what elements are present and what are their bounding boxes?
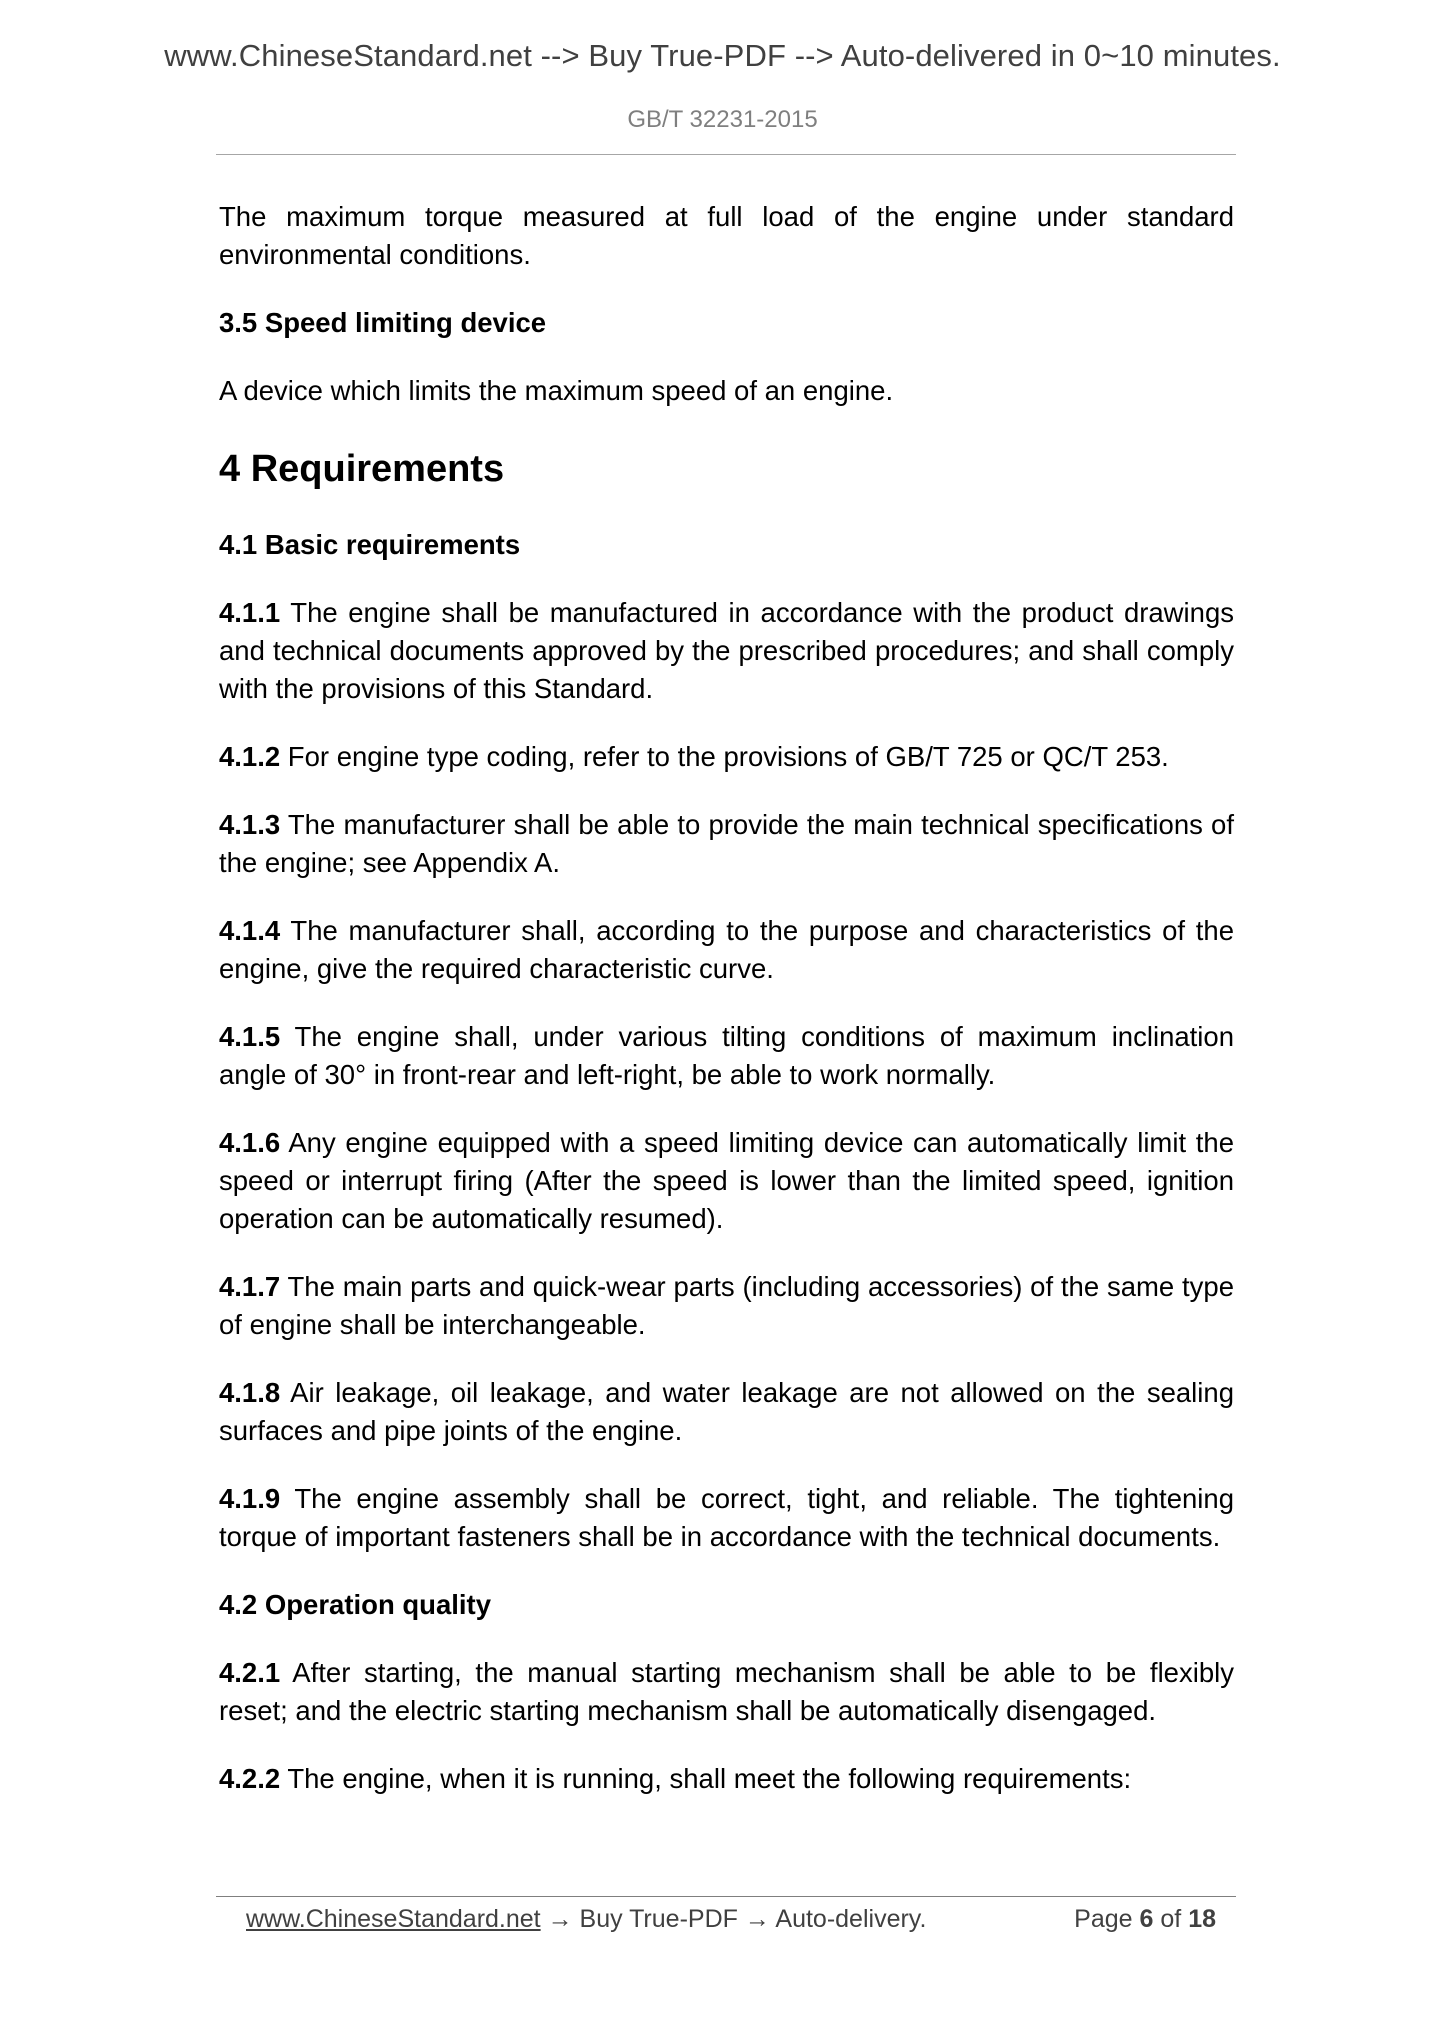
section-3-5-text: A device which limits the maximum speed of an engine. [219,375,894,406]
footer-text: → Buy True-PDF → Auto-delivery. [540,1905,927,1933]
page-footer [246,1902,1216,1936]
clause-text: The engine, when it is running, shall meet the following requirements: [280,1763,1132,1794]
chapter-4-heading: 4 Requirements [219,448,505,490]
clause-number: 4.1.3 [219,809,281,840]
clause-text: For engine type coding, refer to the provisions of GB/T 725 or QC/T 253. [280,741,1169,772]
clause-text: The engine shall be manufactured in accordance with the product drawings and technical documents approved by the prescribed procedures; and shall comply with the provisions of this Standard. [219,597,1234,704]
clause-number: 4.1.6 [219,1127,281,1158]
clause-4-1-2 [219,738,1234,776]
page-content [219,198,1234,1828]
clause-text: The manufacturer shall, according to the purpose and characteristics of the engine, give the required characteristic curve. [219,915,1234,984]
header-banner: www.ChineseStandard.net --> Buy True-PDF --> Auto-delivered in 0~10 minutes. [164,38,1281,73]
clause-number: 4.1.1 [219,597,281,628]
clause-text: The engine assembly shall be correct, tight, and reliable. The tightening torque of important fasteners shall be in accordance with the technical documents. [219,1483,1234,1552]
clause-text: The main parts and quick-wear parts (including accessories) of the same type of engine shall be interchangeable. [219,1271,1234,1340]
page-number: 6 [1139,1905,1154,1933]
clause-number: 4.1.4 [219,915,281,946]
definition-text: The maximum torque measured at full load of the engine under standard environmental conditions. [219,201,1234,270]
clause-4-1-5 [219,1018,1234,1094]
page-indicator [1074,1902,1216,1936]
clause-number: 4.1.2 [219,741,281,772]
clause-number: 4.2.1 [219,1657,281,1688]
clause-text: Air leakage, oil leakage, and water leakage are not allowed on the sealing surfaces and pipe joints of the engine. [219,1377,1234,1446]
section-4-1-title: 4.1 Basic requirements [219,529,521,560]
section-3-5-title: 3.5 Speed limiting device [219,307,547,338]
clause-number: 4.1.7 [219,1271,281,1302]
clause-number: 4.1.5 [219,1021,281,1052]
clause-4-1-4 [219,912,1234,988]
clause-4-1-1 [219,594,1234,708]
clause-4-1-9 [219,1480,1234,1556]
clause-4-2-2 [219,1760,1234,1798]
page-label: Page [1074,1905,1133,1933]
footer-divider [216,1896,1236,1897]
clause-4-1-6 [219,1124,1234,1238]
clause-number: 4.1.8 [219,1377,281,1408]
clause-number: 4.1.9 [219,1483,281,1514]
clause-text: The engine shall, under various tilting conditions of maximum inclination angle of 30° in front-rear and left-right, be able to work normally. [219,1021,1234,1090]
clause-4-1-3 [219,806,1234,882]
footer-website-link[interactable]: www.ChineseStandard.net [246,1905,541,1933]
page-total: 18 [1188,1905,1216,1933]
section-4-2-title: 4.2 Operation quality [219,1589,492,1620]
clause-text: The manufacturer shall be able to provide the main technical specifications of the engine; see Appendix A. [219,809,1234,878]
clause-text: After starting, the manual starting mechanism shall be able to be flexibly reset; and the electric starting mechanism shall be automatically disengaged. [219,1657,1234,1726]
clause-number: 4.2.2 [219,1763,281,1794]
of-label: of [1160,1905,1182,1933]
clause-4-1-7 [219,1268,1234,1344]
header-divider [216,154,1236,155]
clause-4-2-1 [219,1654,1234,1730]
standard-code: GB/T 32231-2015 [627,106,818,133]
clause-4-1-8 [219,1374,1234,1450]
clause-text: Any engine equipped with a speed limiting device can automatically limit the speed or interrupt firing (After the speed is lower than the limited speed, ignition operation can be automatically resumed). [219,1127,1234,1234]
